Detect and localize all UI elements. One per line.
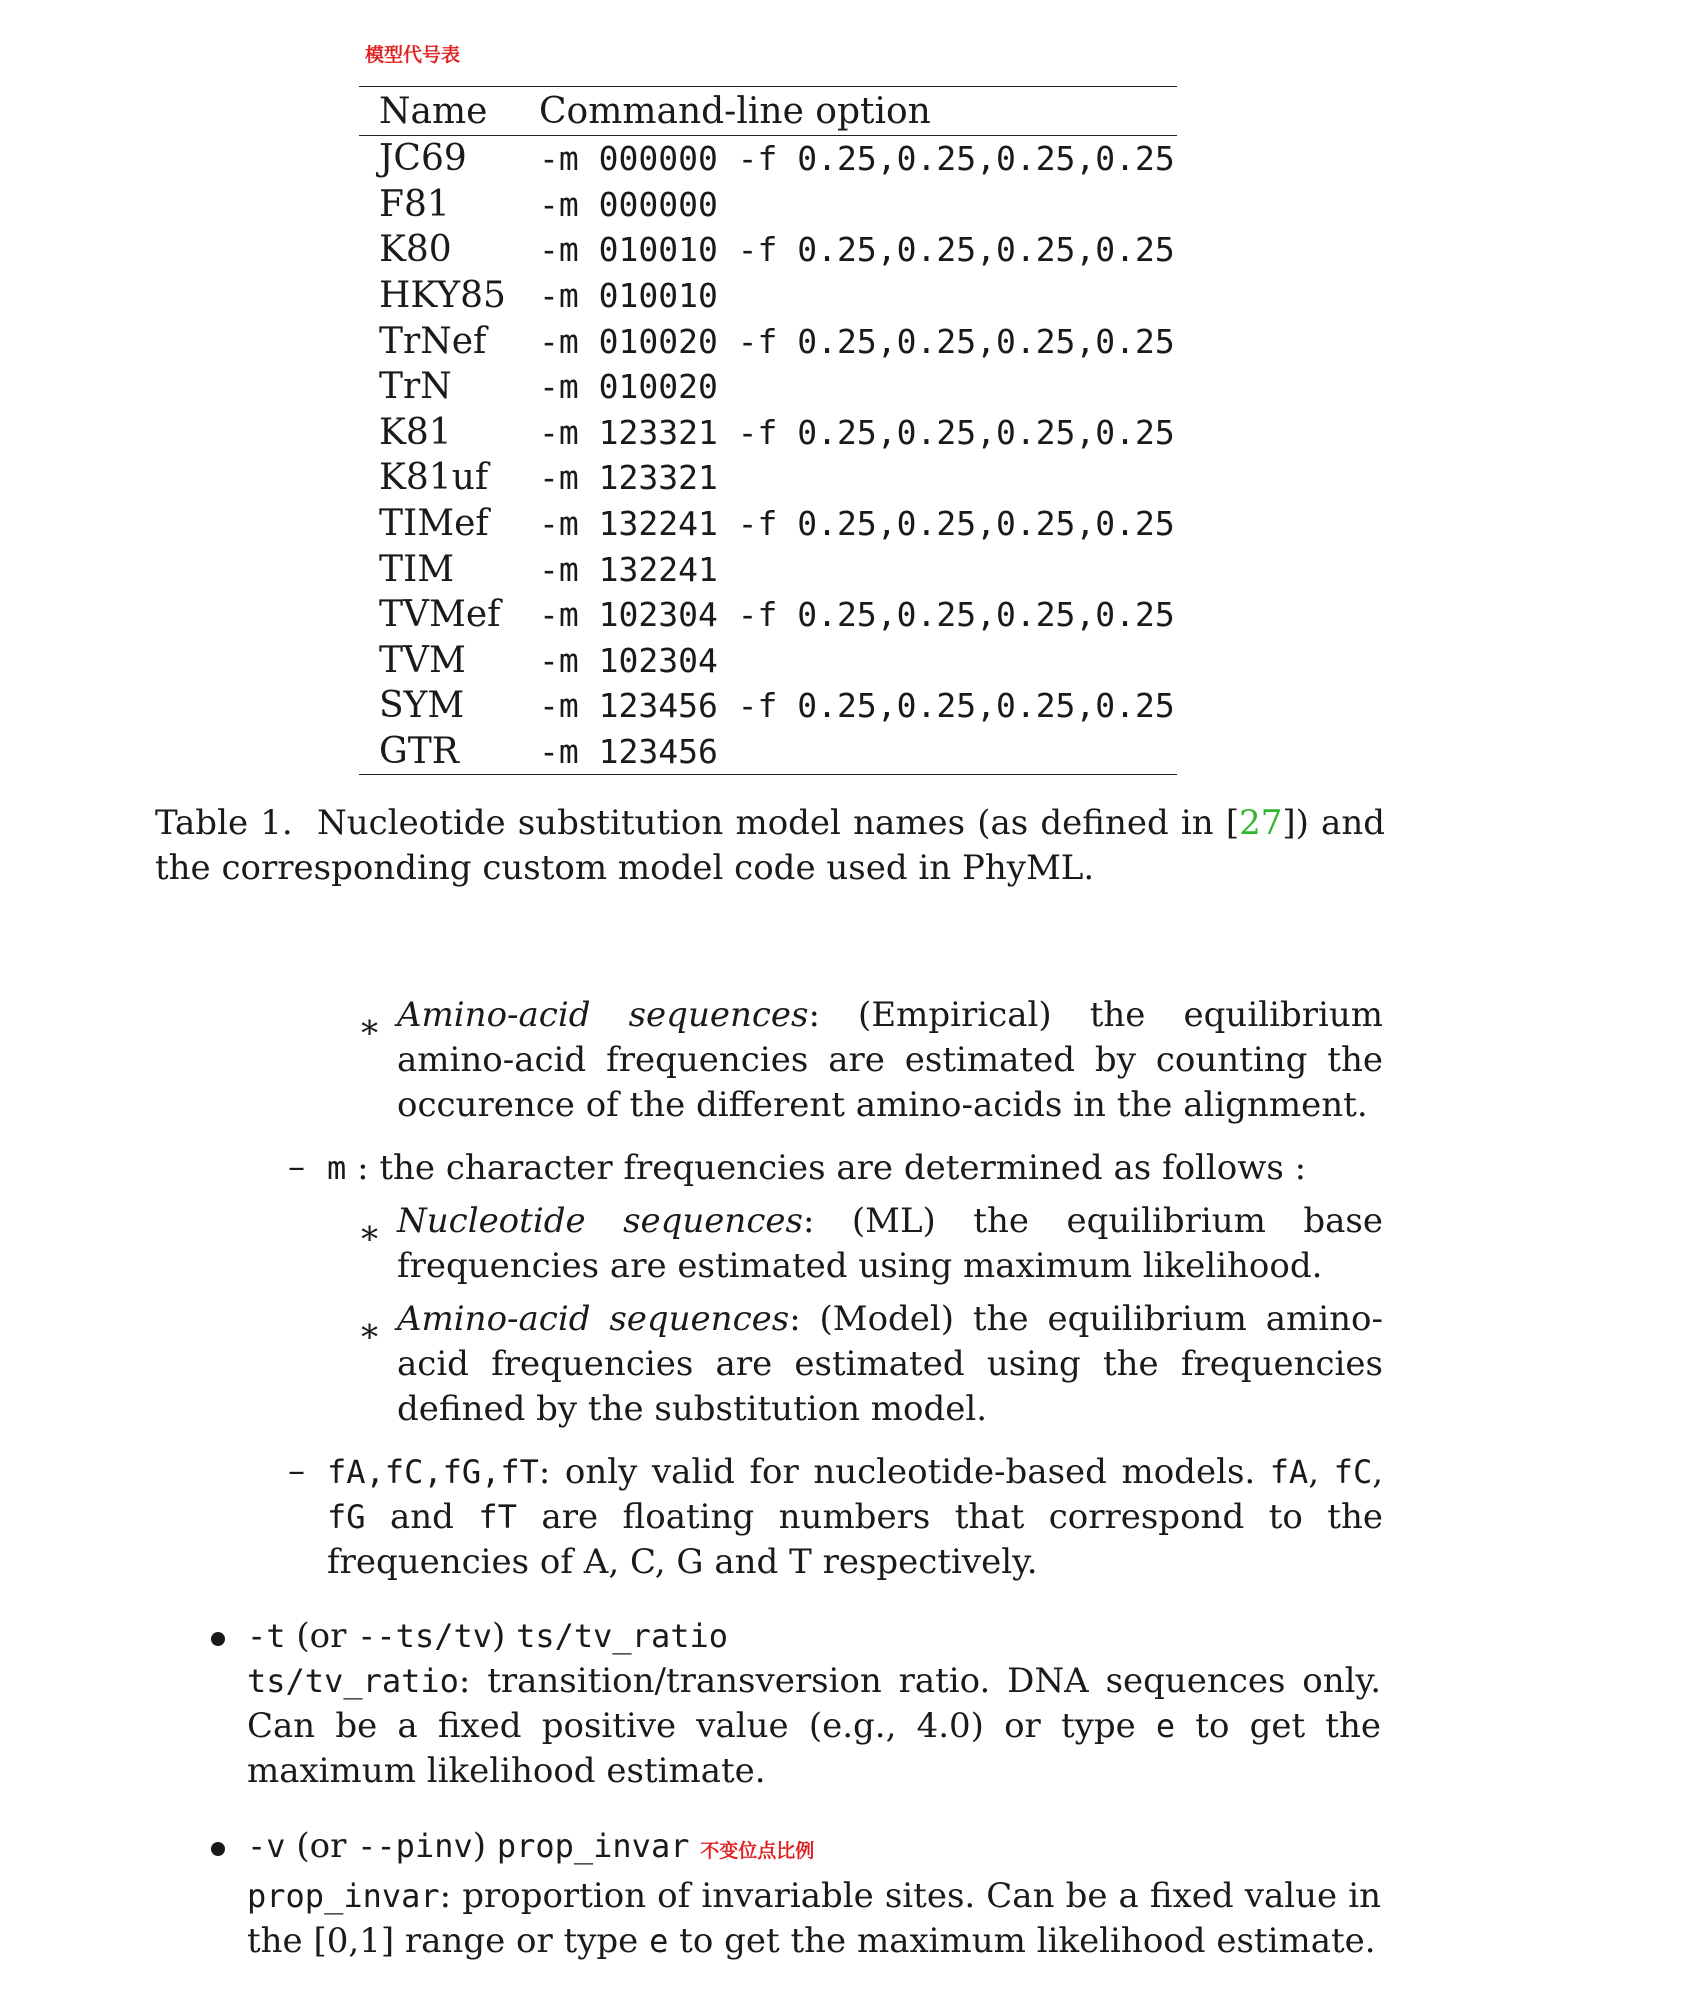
command-option-cell: -m 123321 -f 0.25,0.25,0.25,0.25 (539, 412, 1175, 452)
item-m (327, 1146, 1383, 1191)
model-name-cell: TIM (379, 548, 455, 590)
table-bottom-rule (359, 774, 1177, 775)
table-annotation: 模型代号表 (365, 44, 461, 66)
model-name-cell: K81 (379, 411, 452, 453)
table-row (359, 729, 1177, 775)
model-name-cell: GTR (379, 731, 459, 773)
star-marker: ∗ (358, 1213, 382, 1253)
bullet-icon (211, 1842, 225, 1856)
freqs-sep-2: , (1372, 1452, 1384, 1492)
caption-text-before: Nucleotide substitution model names (as defined in [ (317, 803, 1240, 843)
option-t-desc-e: e (1155, 1707, 1176, 1745)
freqs-text-1: : only valid for nucleotide-based models. (538, 1452, 1270, 1492)
item-option-t (247, 1614, 1381, 1794)
model-name-cell: K81uf (379, 457, 489, 499)
command-option-cell: -m 010020 (539, 367, 718, 407)
table-row (359, 638, 1177, 684)
freqs-sep-1: , (1308, 1452, 1334, 1492)
item-option-v (247, 1824, 1381, 1964)
table-row (359, 227, 1177, 273)
option-v-desc-2: to get the maximum likelihood estimate. (668, 1921, 1376, 1961)
option-v-arg: prop_invar (496, 1827, 690, 1865)
item-nuc-ml-text: : (ML) the equilibrium base frequencies are estimated using maximum likelihood. (397, 1201, 1384, 1286)
model-name-cell: TrN (379, 366, 452, 408)
option-v-desc-e: e (649, 1922, 669, 1960)
option-v-desc-code: prop_invar (247, 1877, 440, 1915)
table-row (359, 546, 1177, 592)
command-option-cell: -m 123456 -f 0.25,0.25,0.25,0.25 (539, 686, 1175, 726)
freqs-code-a: fA (1269, 1453, 1309, 1491)
model-name-cell: HKY85 (379, 275, 506, 317)
table-row (359, 136, 1177, 182)
command-option-cell: -m 102304 (539, 640, 718, 680)
model-name-cell: TVMef (379, 594, 501, 636)
option-t-flag: -t (247, 1617, 286, 1655)
command-option-cell: -m 000000 (539, 184, 718, 224)
star-marker: ∗ (358, 1311, 382, 1351)
item-aa-empirical-text: : (Empirical) the equilibrium amino-acid frequencies are estimated by counting the occurence of the different amino-acids in the alignment. (397, 995, 1383, 1125)
freqs-code-c: fC (1333, 1453, 1373, 1491)
item-aa-model-text: : (Model) the equilibrium amino-acid frequencies are estimated using the frequencies defined by the substitution model. (397, 1299, 1383, 1429)
option-t-paren-close: ) (492, 1616, 517, 1656)
table-row (359, 182, 1177, 228)
star-marker: ∗ (358, 1007, 382, 1047)
command-option-cell: -m 010010 -f 0.25,0.25,0.25,0.25 (539, 230, 1175, 270)
table-row (359, 592, 1177, 638)
option-t-desc-2: to get the maximum likelihood estimate. (247, 1706, 1381, 1791)
table-caption (155, 801, 1385, 891)
caption-label: Table 1. (155, 803, 293, 843)
item-nuc-ml-title: Nucleotide sequences (397, 1201, 803, 1241)
option-v-annotation: 不变位点比例 (700, 1840, 815, 1862)
table-row (359, 501, 1177, 547)
bullet-icon (211, 1632, 225, 1646)
header-name: Name (379, 90, 488, 132)
option-v-paren-close: ) (472, 1826, 497, 1866)
option-t-arg: ts/tv_ratio (516, 1617, 728, 1655)
item-aa-model-title: Amino-acid sequences (397, 1299, 790, 1339)
command-option-cell: -m 010020 -f 0.25,0.25,0.25,0.25 (539, 321, 1175, 361)
dash-marker: – (288, 1147, 305, 1187)
command-option-cell: -m 132241 (539, 549, 718, 589)
freqs-text-3: are floating numbers that correspond to the frequencies of A, C, G and T respectively. (327, 1497, 1383, 1582)
command-option-cell: -m 123321 (539, 458, 718, 498)
command-option-cell: -m 000000 -f 0.25,0.25,0.25,0.25 (539, 139, 1175, 179)
command-option-cell: -m 102304 -f 0.25,0.25,0.25,0.25 (539, 595, 1175, 635)
item-frequencies (327, 1450, 1383, 1585)
model-name-cell: SYM (379, 685, 465, 727)
freqs-code-main: fA,fC,fG,fT (327, 1453, 539, 1491)
option-t-desc-1: : transition/transversion ratio. DNA sequences only. Can be a fixed positive value (e.g., 4.0) or type (247, 1661, 1381, 1746)
header-command: Command-line option (539, 90, 931, 132)
option-v-long: --pinv (357, 1827, 473, 1865)
item-m-code: m (327, 1149, 347, 1187)
model-name-cell: K80 (379, 229, 452, 271)
command-option-cell: -m 132241 -f 0.25,0.25,0.25,0.25 (539, 504, 1175, 544)
item-m-text: : the character frequencies are determined as follows : (346, 1148, 1307, 1188)
table-header-row (359, 87, 1177, 135)
item-nuc-ml (397, 1199, 1383, 1289)
model-name-cell: TVM (379, 639, 466, 681)
freqs-code-t: fT (478, 1498, 517, 1536)
option-v-desc-1: : proportion of invariable sites. Can be a fixed value in the [0,1] range or type (247, 1876, 1381, 1961)
model-name-cell: TrNef (379, 320, 487, 362)
table-row (359, 318, 1177, 364)
option-v-paren-open: (or (285, 1826, 358, 1866)
caption-reference-link[interactable]: 27 (1239, 803, 1283, 843)
model-name-cell: F81 (379, 183, 450, 225)
dash-marker: – (288, 1451, 305, 1491)
table-row (359, 273, 1177, 319)
table-row (359, 364, 1177, 410)
freqs-text-2: and (365, 1497, 479, 1537)
item-aa-empirical (397, 993, 1383, 1128)
command-option-cell: -m 123456 (539, 732, 718, 772)
model-name-cell: TIMef (379, 503, 489, 545)
caption-text-after: ]) and the corresponding custom model code used in PhyML. (155, 803, 1385, 888)
item-aa-empirical-title: Amino-acid sequences (397, 995, 809, 1035)
model-name-cell: JC69 (379, 138, 467, 180)
item-aa-model (397, 1297, 1383, 1432)
model-table (359, 86, 1177, 775)
option-t-desc-code: ts/tv_ratio (247, 1662, 459, 1700)
table-row (359, 455, 1177, 501)
table-row (359, 410, 1177, 456)
option-t-paren-open: (or (285, 1616, 358, 1656)
freqs-code-g: fG (327, 1498, 366, 1536)
option-t-long: --ts/tv (357, 1617, 492, 1655)
option-v-flag: -v (247, 1827, 286, 1865)
table-row (359, 683, 1177, 729)
command-option-cell: -m 010010 (539, 276, 718, 316)
